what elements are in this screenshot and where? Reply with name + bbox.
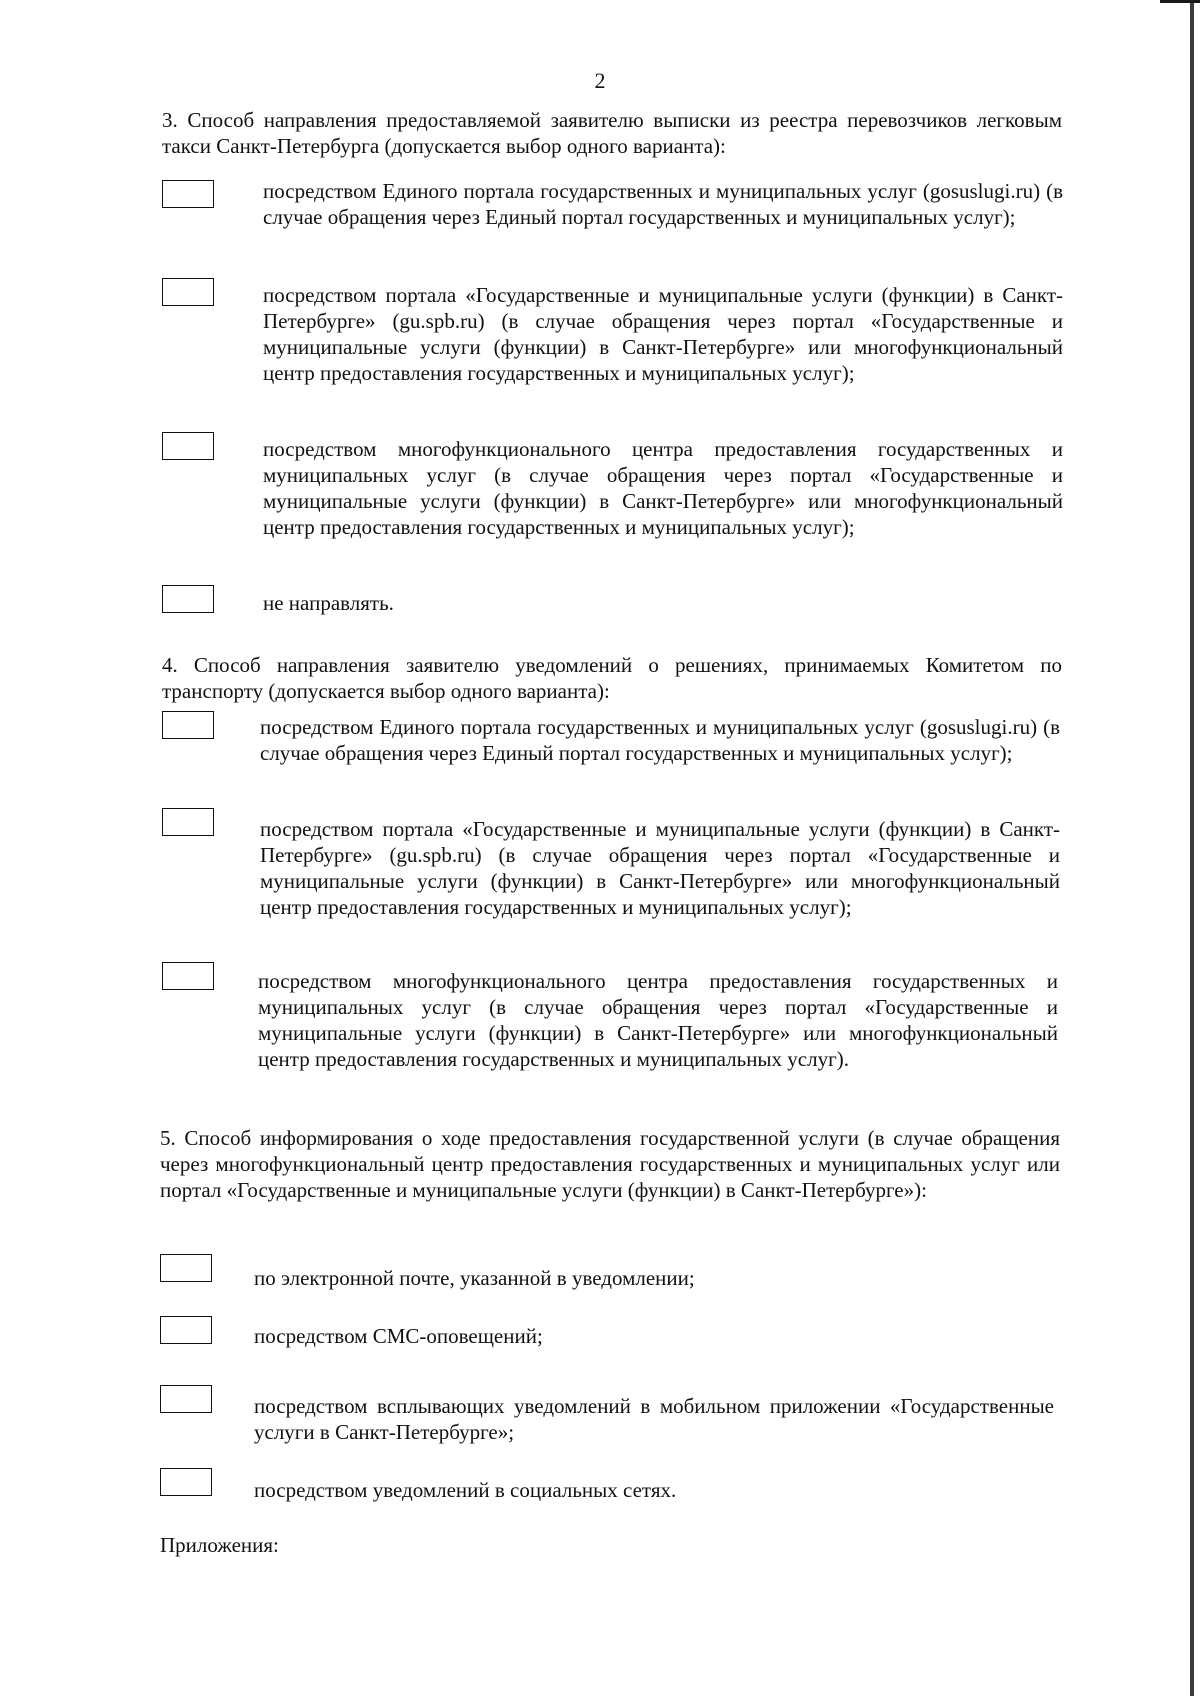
checkbox[interactable] <box>160 1316 212 1344</box>
section-4-heading: 4. Способ направления заявителю уведомлений о решениях, принимаемых Комитетом по транспорту (допускается выбор одного варианта): <box>162 653 1062 703</box>
option-label: посредством всплывающих уведомлений в мобильном приложении «Государственные услуги в Санкт-Петербурге»; <box>254 1394 1054 1444</box>
checkbox[interactable] <box>162 585 214 613</box>
checkbox[interactable] <box>162 711 214 739</box>
option-label: посредством многофункционального центра предоставления государственных и муниципальных услуг (в случае обращения через портал «Государственные и муниципальные услуги (функции) в Санкт-Петербурге» или многофункциональный центр предоставления государственных и муниципальных услуг); <box>263 437 1063 539</box>
checkbox[interactable] <box>162 278 214 306</box>
option-label: по электронной почте, указанной в уведомлении; <box>254 1266 695 1290</box>
section-5-heading: 5. Способ информирования о ходе предоставления государственной услуги (в случае обращения через многофункциональный центр предоставления государственных и муниципальных услуг или портал «Государственные и муниципальные услуги (функции) в Санкт-Петербурге»): <box>160 1126 1060 1202</box>
checkbox[interactable] <box>160 1254 212 1282</box>
option-label: посредством Единого портала государственных и муниципальных услуг (gosuslugi.ru) (в случае обращения через Единый портал государственных и муниципальных услуг); <box>260 715 1060 765</box>
option-label: посредством СМС-оповещений; <box>254 1324 543 1348</box>
checkbox[interactable] <box>162 432 214 460</box>
option-label: посредством уведомлений в социальных сетях. <box>254 1478 677 1502</box>
scan-corner-mark <box>1160 0 1200 3</box>
checkbox[interactable] <box>162 962 214 990</box>
checkbox[interactable] <box>160 1468 212 1496</box>
option-label: посредством портала «Государственные и муниципальные услуги (функции) в Санкт-Петербурге» (gu.spb.ru) (в случае обращения через портал «Государственные и муниципальные услуги (функции) в Санкт-Петербурге» или многофункциональный центр предоставления государственных и муниципальных услуг); <box>260 817 1060 919</box>
checkbox[interactable] <box>160 1385 212 1413</box>
page-number: 2 <box>594 68 606 93</box>
checkbox[interactable] <box>162 180 214 208</box>
section-3-heading: 3. Способ направления предоставляемой заявителю выписки из реестра перевозчиков легковым такси Санкт-Петербурга (допускается выбор одного варианта): <box>162 108 1062 158</box>
appendix-label: Приложения: <box>160 1533 279 1557</box>
option-label: не направлять. <box>263 591 394 615</box>
scan-edge-shadow <box>1190 0 1194 1696</box>
option-label: посредством портала «Государственные и муниципальные услуги (функции) в Санкт-Петербурге» (gu.spb.ru) (в случае обращения через портал «Государственные и муниципальные услуги (функции) в Санкт-Петербурге» или многофункциональный центр предоставления государственных и муниципальных услуг); <box>263 283 1063 385</box>
option-label: посредством многофункционального центра предоставления государственных и муниципальных услуг (в случае обращения через портал «Государственные и муниципальные услуги (функции) в Санкт-Петербурге» или многофункциональный центр предоставления государственных и муниципальных услуг). <box>258 969 1058 1071</box>
option-label: посредством Единого портала государственных и муниципальных услуг (gosuslugi.ru) (в случае обращения через Единый портал государственных и муниципальных услуг); <box>263 179 1063 229</box>
checkbox[interactable] <box>162 808 214 836</box>
